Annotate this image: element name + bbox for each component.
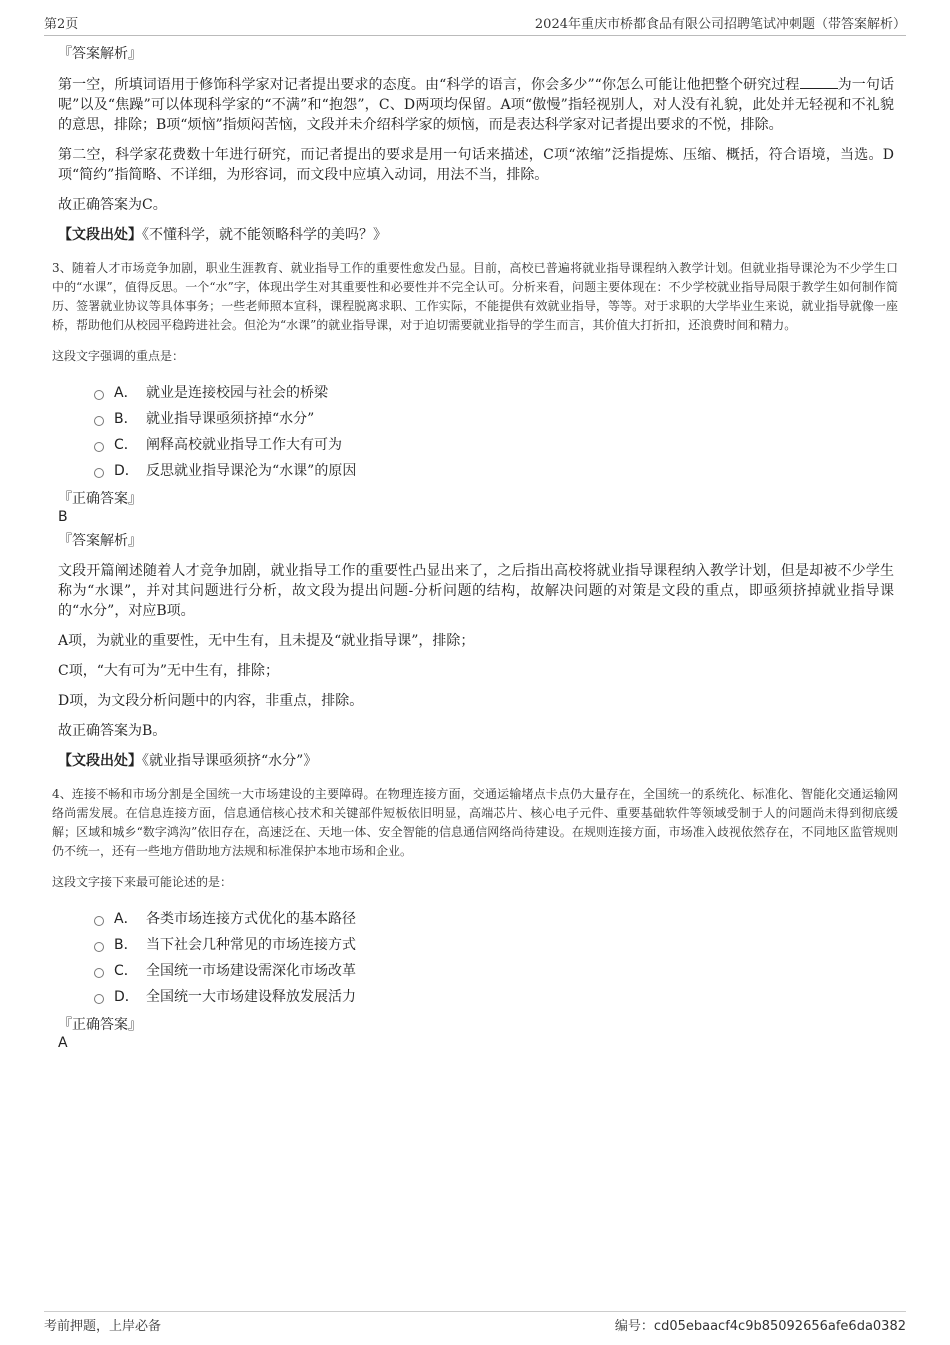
option-letter: D．	[114, 463, 139, 479]
option-b[interactable]	[94, 405, 904, 431]
conclusion: 故正确答案为B。	[58, 723, 167, 739]
analysis-paragraph: D项，为文段分析问题中的内容，非重点，排除。	[58, 693, 364, 709]
analysis-paragraph: A项，为就业的重要性，无中生有，且未提及“就业指导课”，排除；	[58, 633, 475, 649]
analysis-text: 第一空，所填词语用于修饰科学家对记者提出要求的态度。由“科学的语言，你会多少”“你怎么可能让他把整个研究过程	[58, 77, 800, 93]
answer-label: 『正确答案』	[58, 491, 142, 507]
page-content	[52, 44, 904, 1057]
fill-blank	[800, 74, 838, 89]
radio-icon[interactable]	[94, 916, 104, 926]
radio-icon[interactable]	[94, 442, 104, 452]
code-label: 编号：	[614, 1319, 654, 1334]
option-a[interactable]	[94, 379, 904, 405]
question-3-text: 3、随着人才市场竞争加剧，职业生涯教育、就业指导工作的重要性愈发凸显。目前，高校已普遍将就业指导课程纳入教学计划。但就业指导课沦为不少学生口中的“水课”，值得反思。一个“水”字，体现出学生对其重要性和必要性并不完全认可。分析来看，问题主要体现在：不少学校就业指导局限于教学生如何制作简历、签署就业协议等具体事务；一些老师照本宣科，课程脱离求职、工作实际，不能提供有效就业指导，等等。对于求职的大学毕业生来说，就业指导就像一座桥，帮助他们从校园平稳跨进社会。但沦为“水课”的就业指导课，对于迫切需要就业指导的学生而言，其价值大打折扣，还浪费时间和精力。	[52, 261, 898, 332]
source-label: 【文段出处】	[58, 227, 142, 243]
question-4-text: 4、连接不畅和市场分割是全国统一大市场建设的主要障碍。在物理连接方面，交通运输堵点卡点仍大量存在，全国统一的系统化、标准化、智能化交通运输网络尚需发展。在信息连接方面，信息通信核心技术和关键部件短板依旧明显，高端芯片、核心电子元件、重要基础软件等领域受制于人的问题尚未得到彻底缓解；区域和城乡“数字鸿沟”依旧存在，高速泛在、天地一体、安全智能的信息通信网络尚待建设。在规则连接方面，市场准入歧视依然存在，不同地区监管规则仍不统一，还有一些地方借助地方法规和标准保护本地市场和企业。	[52, 787, 898, 858]
footer-slogan: 考前押题，上岸必备	[44, 1319, 162, 1334]
analysis-text: 为一句话呢”以及“焦躁”可以体现科学家的“不满”和“抱怨”，C、D两项均保留。A项“傲慢”指轻视别人，对人没有礼貌，此处并无轻视和不礼貌的意思，排除；B项“烦恼”指烦闷苦恼，文段并未介绍科学家的烦恼，而是表达科学家对记者提出要求的不悦，排除。	[58, 77, 895, 133]
option-text: 就业指导课亟须挤掉“水分”	[146, 411, 315, 427]
code-value: cd05ebaacf4c9b85092656afe6da0382	[653, 1319, 906, 1334]
source-title: 《不懂科学，就不能领略科学的美吗？》	[142, 227, 387, 243]
source-line	[58, 751, 904, 771]
option-b[interactable]	[94, 931, 904, 957]
source-label: 【文段出处】	[58, 753, 142, 769]
answer-label: 『正确答案』	[58, 1017, 142, 1033]
correct-answer: B	[58, 509, 68, 525]
analysis-paragraph	[58, 74, 894, 135]
page-number: 第2页	[44, 17, 79, 32]
radio-icon[interactable]	[94, 390, 104, 400]
option-letter: C．	[114, 963, 138, 979]
option-letter: D．	[114, 989, 139, 1005]
analysis-label: 『答案解析』	[58, 533, 142, 549]
analysis-paragraph: 文段开篇阐述随着人才竞争加剧，就业指导工作的重要性凸显出来了，之后指出高校将就业指导课程纳入教学计划，但是却被不少学生称为“水课”，并对其问题进行分析，故文段为提出问题-分析问题的结构，故解决问题的对策是文段的重点，即亟须挤掉就业指导课的“水分”，对应B项。	[58, 563, 894, 619]
source-title: 《就业指导课亟须挤“水分”》	[142, 753, 318, 769]
conclusion: 故正确答案为C。	[58, 197, 167, 213]
option-c[interactable]	[94, 957, 904, 983]
option-text: 当下社会几种常见的市场连接方式	[146, 937, 356, 953]
radio-icon[interactable]	[94, 942, 104, 952]
option-c[interactable]	[94, 431, 904, 457]
question-3-prompt: 这段文字强调的重点是：	[52, 349, 185, 363]
option-letter: A．	[114, 385, 138, 401]
option-text: 反思就业指导课沦为“水课”的原因	[146, 463, 357, 479]
question-4-prompt: 这段文字接下来最可能论述的是：	[52, 875, 233, 889]
option-a[interactable]	[94, 905, 904, 931]
radio-icon[interactable]	[94, 994, 104, 1004]
radio-icon[interactable]	[94, 416, 104, 426]
option-text: 全国统一市场建设需深化市场改革	[146, 963, 356, 979]
analysis-paragraph: 第二空，科学家花费数十年进行研究，而记者提出的要求是用一句话来描述，C项“浓缩”泛指提炼、压缩、概括，符合语境，当选。D项“简约”指简略、不详细，为形容词，而文段中应填入动词，用法不当，排除。	[58, 147, 894, 183]
document-code	[615, 1315, 906, 1334]
source-line	[58, 225, 904, 245]
option-d[interactable]	[94, 457, 904, 483]
option-letter: A．	[114, 911, 138, 927]
analysis-paragraph: C项，“大有可为”无中生有，排除；	[58, 663, 280, 679]
radio-icon[interactable]	[94, 468, 104, 478]
question-3-options	[94, 379, 904, 483]
page-header	[44, 12, 906, 36]
option-letter: B．	[114, 411, 138, 427]
option-letter: B．	[114, 937, 138, 953]
option-text: 阐释高校就业指导工作大有可为	[146, 437, 342, 453]
document-title: 2024年重庆市桥都食品有限公司招聘笔试冲刺题（带答案解析）	[534, 17, 906, 32]
question-4-options	[94, 905, 904, 1009]
option-letter: C．	[114, 437, 138, 453]
option-text: 各类市场连接方式优化的基本路径	[146, 911, 356, 927]
option-text: 全国统一大市场建设释放发展活力	[146, 989, 356, 1005]
correct-answer: A	[58, 1035, 68, 1051]
analysis-label: 『答案解析』	[58, 46, 142, 62]
radio-icon[interactable]	[94, 968, 104, 978]
option-text: 就业是连接校园与社会的桥梁	[146, 385, 328, 401]
page-footer	[44, 1311, 906, 1334]
option-d[interactable]	[94, 983, 904, 1009]
